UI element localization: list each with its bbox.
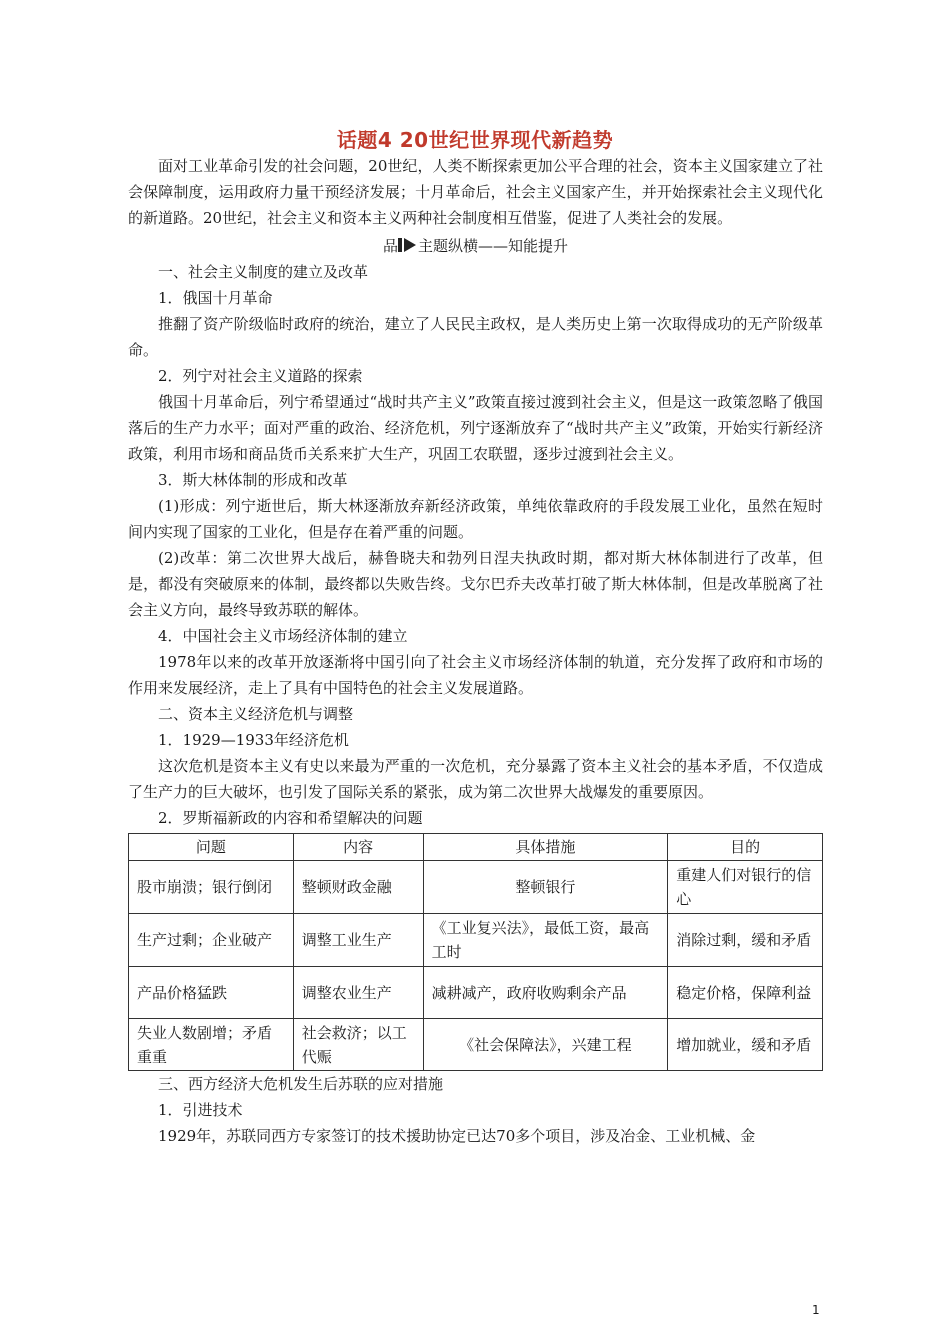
section-heading: 二、资本主义经济危机与调整 bbox=[158, 705, 354, 723]
paragraph: (2)改革：第二次世界大战后，赫鲁晓夫和勃列日涅夫执政时期，都对斯大林体制进行了改革，但是，都没有突破原来的体制，最终都以失败告终。戈尔巴乔夫改革打破了斯大林体制，但是改革脱离了社会主义方向，最终导致苏联的解体。 bbox=[128, 549, 823, 619]
table-cell: 社会救济；以工代赈 bbox=[293, 1019, 423, 1071]
table-header-cell: 问题 bbox=[129, 834, 294, 861]
table-row bbox=[129, 967, 823, 1019]
paragraph: 1929年，苏联同西方专家签订的技术援助协定已达70多个项目，涉及冶金、工业机械、金 bbox=[158, 1127, 756, 1145]
table-cell: 整顿财政金融 bbox=[293, 861, 423, 914]
table-row bbox=[129, 1019, 823, 1071]
table-row bbox=[129, 914, 823, 967]
table-cell: 重建人们对银行的信心 bbox=[668, 861, 823, 914]
table-cell: 减耕减产，政府收购剩余产品 bbox=[423, 967, 668, 1019]
subsection-heading: 3．斯大林体制的形成和改革 bbox=[158, 471, 348, 489]
table-cell: 调整农业生产 bbox=[293, 967, 423, 1019]
table-header-cell: 具体措施 bbox=[423, 834, 668, 861]
table-header-row bbox=[129, 834, 823, 861]
page-title: 话题4 20世纪世界现代新趋势 bbox=[336, 128, 614, 152]
subsection-heading: 1．1929—1933年经济危机 bbox=[158, 731, 349, 749]
paragraph: 推翻了资产阶级临时政府的统治，建立了人民民主政权，是人类历史上第一次取得成功的无产阶级革命。 bbox=[128, 315, 823, 359]
paragraph: (1)形成：列宁逝世后，斯大林逐渐放弃新经济政策，单纯依靠政府的手段发展工业化，虽然在短时间内实现了国家的工业化，但是存在着严重的问题。 bbox=[128, 497, 823, 541]
paragraph: 1978年以来的改革开放逐渐将中国引向了社会主义市场经济体制的轨道，充分发挥了政府和市场的作用来发展经济，走上了具有中国特色的社会主义发展道路。 bbox=[128, 653, 823, 697]
section-heading: 一、社会主义制度的建立及改革 bbox=[158, 263, 369, 281]
subsection-heading: 2．列宁对社会主义道路的探索 bbox=[158, 367, 363, 385]
banner-prefix: 品 bbox=[382, 237, 398, 255]
banner-text: 主题纵横——知能提升 bbox=[418, 237, 569, 255]
table-row bbox=[129, 861, 823, 914]
table-cell: 消除过剩，缓和矛盾 bbox=[668, 914, 823, 967]
table-cell: 股市崩溃；银行倒闭 bbox=[129, 861, 294, 914]
intro-paragraph: 面对工业革命引发的社会问题，20世纪，人类不断探索更加公平合理的社会，资本主义国家建立了社会保障制度，运用政府力量干预经济发展；十月革命后，社会主义国家产生，并开始探索社会主义现代化的新道路。20世纪，社会主义和资本主义两种社会制度相互借鉴，促进了人类社会的发展。 bbox=[128, 157, 823, 227]
table-header-cell: 目的 bbox=[668, 834, 823, 861]
paragraph: 这次危机是资本主义有史以来最为严重的一次危机，充分暴露了资本主义社会的基本矛盾，不仅造成了生产力的巨大破坏，也引发了国际关系的紧张，成为第二次世界大战爆发的重要原因。 bbox=[128, 757, 823, 801]
section-heading: 三、西方经济大危机发生后苏联的应对措施 bbox=[158, 1075, 444, 1093]
table-cell: 稳定价格，保障利益 bbox=[668, 967, 823, 1019]
banner-bar-icon bbox=[398, 238, 402, 252]
table-cell: 生产过剩；企业破产 bbox=[129, 914, 294, 967]
table-cell: 《社会保障法》，兴建工程 bbox=[423, 1019, 668, 1071]
table-cell: 产品价格猛跌 bbox=[129, 967, 294, 1019]
subsection-heading: 2．罗斯福新政的内容和希望解决的问题 bbox=[158, 809, 423, 827]
table-cell: 调整工业生产 bbox=[293, 914, 423, 967]
table-cell: 失业人数剧增；矛盾重重 bbox=[129, 1019, 294, 1071]
subsection-heading: 1．引进技术 bbox=[158, 1101, 243, 1119]
subsection-heading: 1．俄国十月革命 bbox=[158, 289, 273, 307]
page-number: 1 bbox=[812, 1303, 820, 1317]
new-deal-table bbox=[128, 833, 823, 1071]
subsection-heading: 4．中国社会主义市场经济体制的建立 bbox=[158, 627, 408, 645]
table-cell: 《工业复兴法》，最低工资，最高工时 bbox=[423, 914, 668, 967]
table-header-cell: 内容 bbox=[293, 834, 423, 861]
banner-arrow-icon bbox=[404, 238, 416, 252]
section-banner bbox=[128, 233, 823, 259]
paragraph: 俄国十月革命后，列宁希望通过“战时共产主义”政策直接过渡到社会主义，但是这一政策忽略了俄国落后的生产力水平；面对严重的政治、经济危机，列宁逐渐放弃了“战时共产主义”政策，开始实行新经济政策，利用市场和商品货币关系来扩大生产，巩固工农联盟，逐步过渡到社会主义。 bbox=[128, 393, 823, 463]
table-cell: 增加就业，缓和矛盾 bbox=[668, 1019, 823, 1071]
document-body bbox=[128, 153, 823, 1149]
table-cell: 整顿银行 bbox=[423, 861, 668, 914]
